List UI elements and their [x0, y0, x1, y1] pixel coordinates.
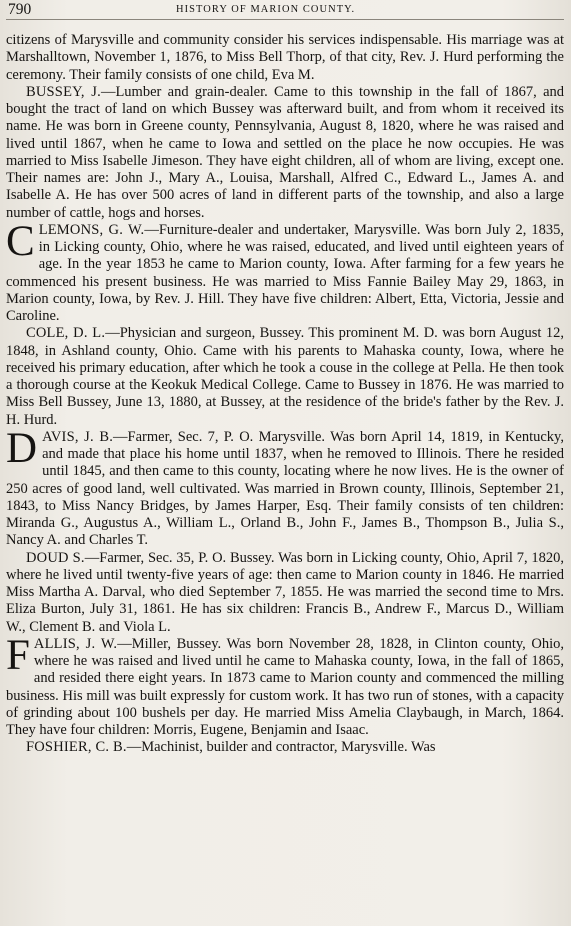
entry-text: —Farmer, Sec. 35, P. O. Bussey. Was born in Licking county, Ohio, April 7, 1820, where he lived until twenty-five years of age: then came to Marion county in 1846. He married Miss Martha A. Darval, who died September 7, 1855. He was married the second time to Mrs. Eliza Burton, July 31, 1861. He has six children: Francis B., Andrew F., Marcus D., William W., Clement B. and Viola L.	[6, 549, 564, 635]
entry-text: —Furniture-dealer and undertaker, Marysville. Was born July 2, 1835, in Licking county, Ohio, where he was raised, educated, and lived until eighteen years of age. In the year 1853 he came to Marion county, Iowa. After farming for a few years he commenced his present business. He was married to Miss Fannie Bailey May 29, 1863, in Marion county, Iowa, by Rev. J. Hill. They have five children: Albert, Etta, Victoria, Jessie and Caroline.	[6, 221, 565, 324]
entry-name: DOUD S.	[26, 549, 85, 566]
entry-name: FOSHIER, C. B.	[26, 739, 127, 756]
biography-entry-davis	[6, 424, 564, 550]
drop-cap: F	[6, 631, 30, 679]
entry-text: —Farmer, Sec. 7, P. O. Marysville. Was born April 14, 1819, in Kentucky, and made that place his home until 1837, when he removed to Illinois. There he resided until 1845, and then came to this county, locating where he now lives. He is the owner of 250 acres of good land, well cultivated. Was married in Brown county, Illinois, September 21, 1843, to Miss Nancy Bridges, by James Harper, Esq. Their family consists of ten children: Miranda G., Augustus A., William L., Orland B., John F., James B., Thompson B., Julia S., Nancy A. and Charles T.	[6, 428, 564, 549]
biography-entry-continuation	[6, 32, 564, 84]
drop-cap: C	[6, 217, 35, 265]
entry-text: —Miller, Bussey. Was born November 28, 1828, in Clinton county, Ohio, where he was raised and lived until he came to Mahaska county, Iowa, in the fall of 1865, and resided there eight years. In 1873 came to Marion county and commenced the milling business. His mill was built expressly for custom work. It has two run of stones, with a capacity of grinding about 100 bushels per day. He married Miss Amelia Claybaugh, in March, 1864. They have four children: Morris, Eugene, Benjamin and Isaac.	[6, 635, 565, 738]
entry-name: COLE, D. L.	[26, 325, 106, 342]
page-number: 790	[8, 1, 32, 18]
biography-entry-bussey	[6, 84, 564, 222]
header-rule	[6, 19, 564, 20]
biography-entry-doud	[6, 550, 564, 636]
biography-column	[6, 32, 564, 757]
entry-text: —Physician and surgeon, Bussey. This prominent M. D. was born August 12, 1848, in Ashland county, Ohio. Came with his parents to Mahaska county, Iowa, where he received his primary education, after which he took a couse in the college at Pella. He then took a thorough course at the Keokuk Medical College. Came to Bussey in 1876. He was married to Miss Bell Bussey, June 13, 1880, at Bussey, at the residence of the bride's father by the Rev. J. H. Hurd.	[6, 325, 564, 428]
drop-cap: D	[6, 424, 38, 472]
biography-entry-fallis	[6, 631, 565, 740]
biography-entry-foshier	[6, 739, 564, 756]
biography-entry-cole	[6, 325, 564, 429]
entry-name: BUSSEY, J.	[26, 83, 101, 100]
page-header	[6, 0, 564, 20]
entry-name: AVIS, J. B.	[42, 428, 114, 445]
entry-name: LEMONS, G. W.	[38, 221, 145, 238]
entry-text: —Machinist, builder and contractor, Marysville. Was	[126, 739, 436, 756]
running-title: HISTORY OF MARION COUNTY.	[176, 4, 356, 15]
biography-entry-clemons	[6, 217, 565, 326]
entry-text: —Lumber and grain-dealer. Came to this township in the fall of 1867, and bought the tract of land on which Bussey was afterward built, and from whom it received its name. He was born in Greene county, Pennsylvania, August 8, 1820, where he was raised and lived until 1867, when he came to Iowa and settled on the place he now occupies. He was married to Miss Isabelle Jimeson. They have eight children, all of whom are living, except one. Their names are: John J., Mary A., Louisa, Marshall, Alfred C., Edward L., James A. and Isabelle A. He has over 500 acres of land in different parts of the township, and also a large number of cattle, hogs and horses.	[6, 83, 565, 221]
entry-text: citizens of Marysville and community consider his services indispensable. His marriage was at Marshalltown, November 1, 1876, to Miss Bell Thorp, of that city, Rev. J. Hurd performing the ceremony. Their family consists of one child, Eva M.	[6, 32, 564, 83]
entry-name: ALLIS, J. W.	[33, 635, 118, 652]
